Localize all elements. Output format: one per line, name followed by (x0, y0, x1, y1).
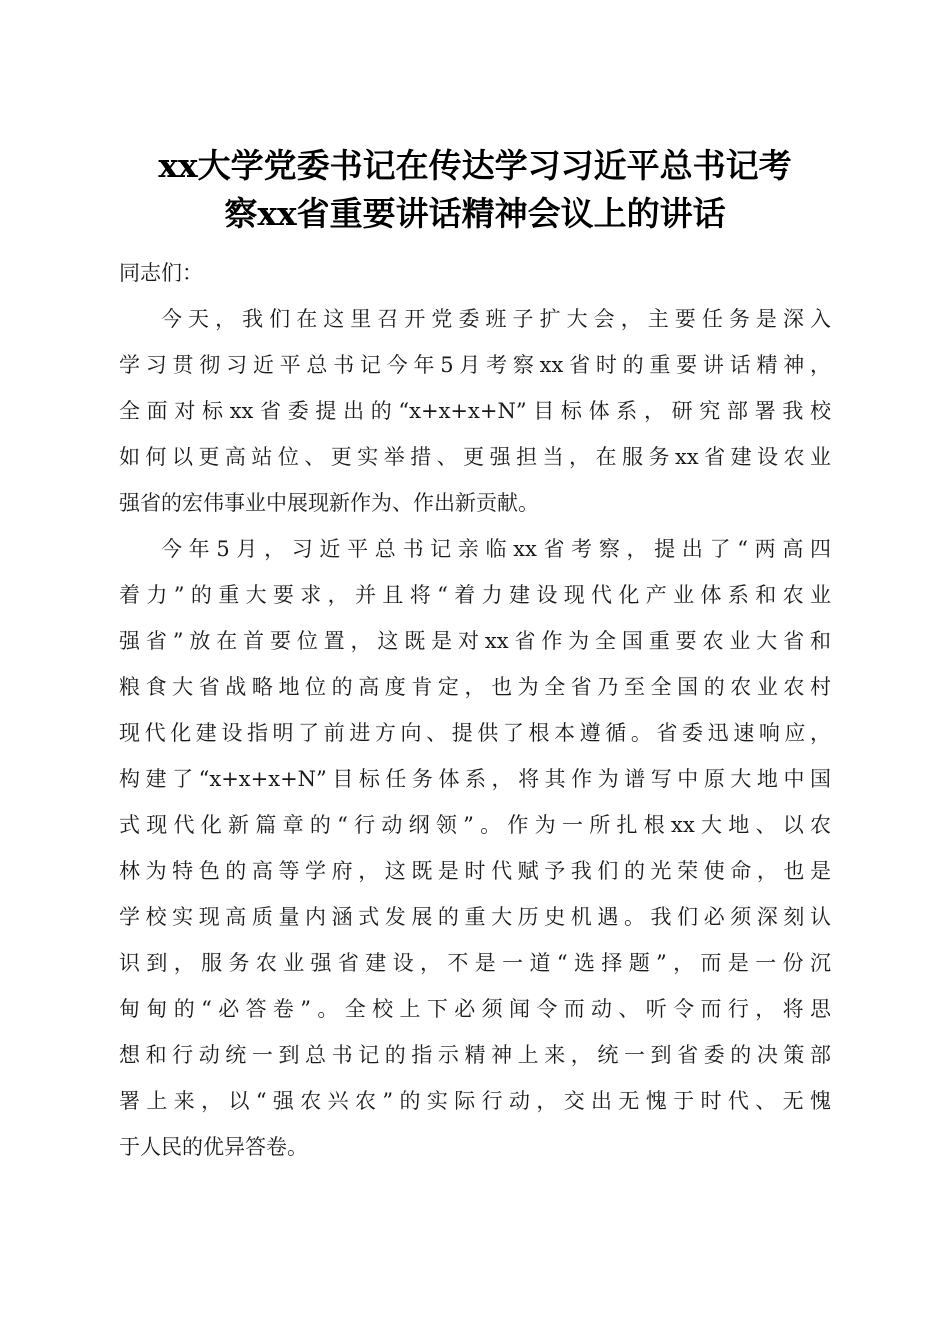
paragraph-line: 甸甸的“必答卷”。全校上下必须闻令而动、听令而行，将思 (119, 997, 831, 1021)
paragraph-line: 林为特色的高等学府，这既是时代赋予我们的光荣使命，也是 (119, 859, 831, 883)
salutation: 同志们： (119, 261, 203, 285)
paragraph-line: 着力”的重大要求，并且将“着力建设现代化产业体系和农业 (119, 583, 831, 607)
title-line: xx大学党委书记在传达学习习近平总书记考 (158, 146, 792, 185)
paragraph-line: 识到，服务农业强省建设，不是一道“选择题”，而是一份沉 (119, 951, 831, 975)
document-title (100, 142, 850, 238)
paragraph-line: 构建了“x+x+x+N”目标任务体系，将其作为谱写中原大地中国 (119, 767, 831, 791)
paragraph-line: 全面对标xx省委提出的“x+x+x+N”目标体系，研究部署我校 (119, 399, 831, 423)
paragraph-line: 今天，我们在这里召开党委班子扩大会，主要任务是深入 (161, 307, 831, 331)
paragraph-line: 于人民的优异答卷。 (119, 1135, 308, 1159)
paragraph-line: 署上来，以“强农兴农”的实际行动，交出无愧于时代、无愧 (119, 1089, 831, 1113)
paragraph-line: 强省”放在首要位置，这既是对xx省作为全国重要农业大省和 (119, 629, 831, 653)
paragraph-line: 今年5月，习近平总书记亲临xx省考察，提出了“两高四 (161, 537, 831, 561)
title-line: 察xx省重要讲话精神会议上的讲话 (224, 194, 726, 233)
document-body (119, 250, 831, 1170)
paragraph-line: 学习贯彻习近平总书记今年5月考察xx省时的重要讲话精神， (119, 353, 831, 377)
paragraph-line: 粮食大省战略地位的高度肯定，也为全省乃至全国的农业农村 (119, 675, 831, 699)
paragraph-line: 如何以更高站位、更实举措、更强担当，在服务xx省建设农业 (119, 445, 831, 469)
paragraph-line: 学校实现高质量内涵式发展的重大历史机遇。我们必须深刻认 (119, 905, 831, 929)
paragraph-2 (119, 526, 831, 1170)
paragraph-line: 现代化建设指明了前进方向、提供了根本遵循。省委迅速响应， (119, 721, 831, 745)
paragraph-line: 式现代化新篇章的“行动纲领”。作为一所扎根xx大地、以农 (119, 813, 831, 837)
paragraph-1 (119, 296, 831, 526)
paragraph-line: 强省的宏伟事业中展现新作为、作出新贡献。 (119, 491, 539, 515)
paragraph-line: 想和行动统一到总书记的指示精神上来，统一到省委的决策部 (119, 1043, 831, 1067)
